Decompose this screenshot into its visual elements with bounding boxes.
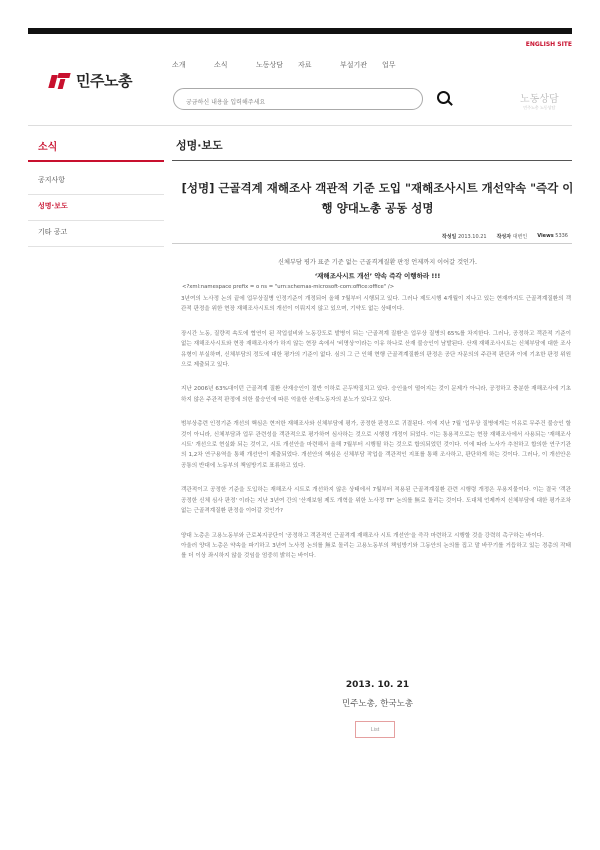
article-paragraph: 장시간 노동, 질량적 속도에 협연이 된 작업설비와 노동강도로 발병이 되는 '근골격계 질환'은 업무상 질병의 65%를 차지한다. 그러나, 공정하고 객관적 기준이 없는 재해조사시트와 현장 재해조사자가 하지 않는 현장 속에서 '비명상'이라는 이유 하나로 산재 불승인이 남발된다. 산재 재해조사시트는 신체부담에 대한 조사유형이 부실하며, 신체부담의 정도에 대한 평가의 기준이 없다. 심의 그 근 인해 현행 근골격계질환의 판정은 공단 자문의의 주관적 판단과 이에 기초한 판정 위원으로 제출되고 있다.	[181, 330, 571, 369]
sidebar-divider	[28, 246, 164, 247]
nav-item-work[interactable]: 업무	[382, 61, 396, 69]
header-divider	[28, 125, 572, 126]
site-logo[interactable]	[50, 70, 132, 91]
article-paragraph: 양대 노총은 고용노동부와 근로복지공단이 '공정하고 객관적인 근골격계 재해조사 시트 개선안'을 즉각 마련하고 시행할 것을 강력히 촉구하는 바이다. 아울러 양대 노총은 약속을 파기하고 3년여 노사정 논의를 無로 돌리는 고용노동부의 책임방기와 그동안의 논의를 집고 말 바꾸기를 거듭하고 있는 경총의 작태를 더 이상 좌시하지 않을 것임을 엄중히 밝히는 바이다.	[181, 532, 571, 560]
sidebar-divider	[28, 220, 164, 221]
article-paragraph: 범부상총련 인정기준 개선의 핵심은 현저한 재해조사와 신체부담에 평가, 공정한 판정으로 귀결된다. 이에 지난 7월 '업무상 질병에게는 이유로 무주건 불승인 할 것이 아니라, 신체부담과 업무 관련성을 객관적으로 평가하여 심사하는 것으로 시행령 개정이 되었다. 이는 통용적으로는 현장 재해조사에서 사용되는 '재해조사 시트' 개선으로 현실화 되는 것이고, 시트 개선안을 마련해서 올해 7월부터 시행될 하는 것으로 합의되었던 것이다. 이에 따라 노사가 추천하고 합의한 연구기관의 1,2차 연구용역을 통해 개선안이 제출되었다. 개선안의 핵심은 신체부담 작업을 객관적인 지표를 통해 조사하고, 판단하게 하는 것이다. 그러나, 이 개선안은 공통의 반대에 노동부의 책임방기로 표류하고 있다.	[181, 421, 571, 469]
article-meta	[442, 233, 568, 240]
sidebar-title-underline	[28, 160, 164, 162]
nav-item-counsel[interactable]: 노동상담	[256, 61, 284, 69]
meta-views: Views 5336	[537, 233, 568, 239]
article-signers: 민주노총, 한국노총	[341, 699, 414, 709]
title-divider	[172, 160, 572, 161]
article-paragraph: 객관적이고 공정한 기준을 도입하는 재해조사 시트로 개선하지 않은 상태에서 7월부터 적용된 근골격계질환 관련 시행령 개정은 무용지물이다. 이는 결국 '객관 공정한 신체 심사 판정' 이라는 지난 3년여 간의 '산재보험 제도 개혁을 위한 노사정 TF' 논의를 無로 돌리는 것이다. 도대체 언제까지 신체부담에 대한 평가조차 없는 근골격계질환 판정을 이어갈 것인가?	[181, 487, 571, 515]
nav-item-about[interactable]: 소개	[172, 61, 186, 69]
labor-counsel-title: 노동상담	[520, 94, 559, 105]
labor-counsel-link[interactable]	[520, 90, 559, 111]
logo-text: 민주노총	[76, 72, 132, 90]
sidebar-item-statements[interactable]: 성명·보도	[38, 202, 68, 210]
article-subhead: ‘재해조사시트 개선’ 약속 즉각 이행하라 !!!	[314, 272, 441, 280]
meta-author: 작성자 대변인	[496, 234, 528, 240]
top-bar	[28, 28, 572, 34]
nav-item-news[interactable]: 소식	[214, 61, 228, 69]
article-title: [성명] 근골격계 재해조사 객관적 기준 도입 "재해조사시트 개선약속 "즉각 이행 양대노총 공동 성명	[181, 181, 574, 215]
nav-item-resources[interactable]: 자료	[298, 61, 312, 69]
article-paragraph: 3년여의 노사정 논의 끝에 업무상질병 인정기준이 개정되어 올해 7월부터 시행되고 있다. 그러나 제도시행 4개월이 지나고 있는 현재까지도 근골격계질환의 객관적 판정을 위한 현장 재해조사시트의 개선이 이뤄지지 않고 있으며, 기약도 없는 상태이다.	[181, 296, 571, 313]
article-paragraph: 지난 2006년 63%대이던 근골격계 질환 산재승인이 절반 이하로 곤두박질치고 있다. 승인율이 떨어지는 것이 문제가 아니라, 공정하고 충분한 재해조사에 기초하지 않은 주관적 판정에 의한 불승인에 따른 억울한 산재노동자의 분노가 있다고 있다.	[181, 386, 571, 403]
search-icon[interactable]	[437, 91, 453, 107]
kctu-logo-icon	[50, 73, 72, 89]
sidebar-menu	[38, 175, 68, 253]
meta-divider	[172, 243, 572, 244]
article-body	[181, 294, 571, 576]
page-title: 성명·보도	[176, 139, 223, 152]
xml-namespace-text: <?xml:namespace prefix = o ns = "urn:schemas-microsoft-com:office:office" />	[182, 284, 395, 290]
main-nav	[172, 60, 424, 70]
search-input[interactable]	[184, 98, 408, 107]
list-button[interactable]: List	[355, 721, 395, 738]
nav-item-affiliates[interactable]: 부설기관	[340, 61, 368, 69]
english-site-link[interactable]: ENGLISH SITE	[525, 41, 572, 48]
sidebar-item-other-notices[interactable]: 기타 공고	[38, 228, 68, 236]
labor-counsel-subtitle: 민주노총 노동상담	[523, 105, 556, 110]
search-box	[173, 88, 423, 110]
sidebar-divider	[28, 194, 164, 195]
sidebar-title: 소식	[38, 142, 58, 153]
meta-date: 작성일 2013.10.21	[441, 234, 487, 240]
sidebar-item-notices[interactable]: 공지사항	[38, 176, 66, 184]
article-lead: 신체부담 평가 표준 기준 없는 근골격계질환 판정 언제까지 이어갈 것인가.	[278, 259, 477, 266]
article-date: 2013. 10. 21	[345, 680, 410, 690]
